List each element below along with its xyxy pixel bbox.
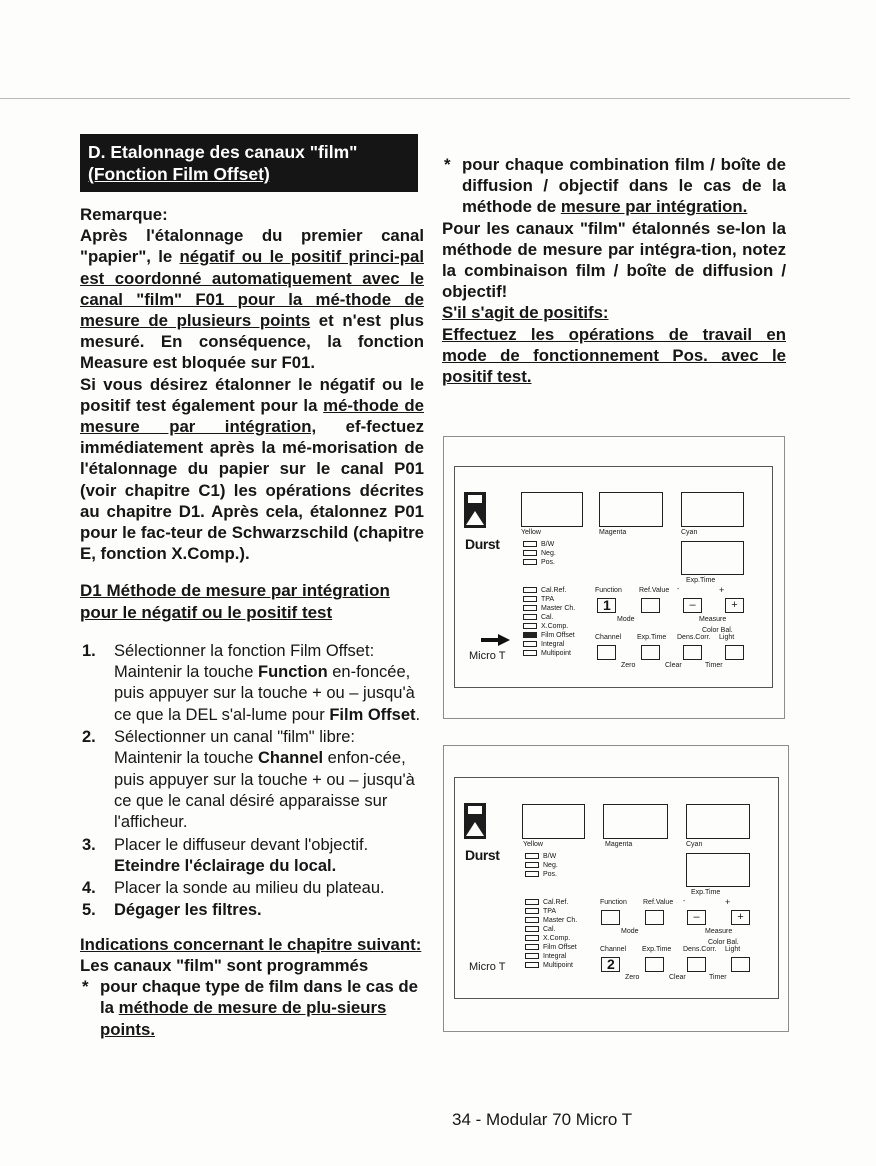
model-label: Micro T [469, 650, 506, 662]
magenta-display [603, 804, 668, 839]
channel-key-digit: 2 [607, 956, 615, 972]
denscorr-key[interactable] [683, 645, 702, 660]
step-4: 4. Placer la sonde au milieu du plateau. [82, 879, 385, 898]
indications-heading: Indications concernant le chapitre suivant: [80, 934, 422, 954]
exptime-key[interactable] [641, 645, 660, 660]
star-item-1: * pour chaque type de film dans le cas de la méthode de mesure de plu-sieurs points. [82, 977, 418, 1039]
led-bw [523, 541, 537, 547]
exptime-key[interactable] [645, 957, 664, 972]
step-1: 1. Sélectionner la fonction Film Offset: Maintenir la touche Function en-foncée, puis appuyer sur la touche + ou – jusqu'à ce que la DEL s'al-lume pour Film Offset. [82, 641, 421, 724]
led-calref [523, 587, 537, 593]
yellow-display [522, 804, 585, 839]
model-label: Micro T [469, 961, 506, 973]
yellow-label: Yellow [521, 529, 541, 536]
remarque-heading: Remarque: [80, 205, 168, 224]
step-5: 5. Dégager les filtres. [82, 901, 262, 920]
star-item-2: * pour chaque combination film / boîte de diffusion / objectif dans le cas de la méthode de mesure par intégration. [444, 155, 786, 217]
arrow-icon [481, 633, 511, 647]
top-rule [0, 98, 850, 99]
steps-list [80, 641, 424, 922]
led-xcomp [523, 623, 537, 629]
step-2: 2. Sélectionner un canal "film" libre: Maintenir la touche Channel enfon-cée, puis appuyer sur la touche + ou – jusqu'à ce que le canal désiré apparaisse sur l'afficheur. [82, 728, 415, 832]
plus-key[interactable]: + [731, 910, 750, 925]
page-footer: 34 - Modular 70 Micro T [452, 1110, 633, 1129]
led-tpa [523, 596, 537, 602]
refvalue-key[interactable] [645, 910, 664, 925]
step-3: 3. Placer le diffuseur devant l'objectif. Eteindre l'éclairage du local. [82, 835, 369, 875]
light-key[interactable] [731, 957, 750, 972]
function-key[interactable] [601, 910, 620, 925]
yellow-display [521, 492, 583, 527]
right-para-2: S'il s'agit de positifs: Effectuez les opérations de travail en mode de fonctionnement Pos. avec le positif test. [442, 303, 786, 387]
durst-logo-icon [464, 803, 486, 839]
durst-logo-icon [464, 492, 486, 528]
exptime-label: Exp.Time [686, 577, 716, 584]
d1-heading: D1 Méthode de mesure par intégration pour le négatif ou le positif test [80, 581, 390, 622]
cyan-label: Cyan [681, 529, 698, 536]
exptime-display [681, 541, 744, 575]
refvalue-key[interactable] [641, 598, 660, 613]
led-pos [523, 559, 537, 565]
cyan-display [681, 492, 744, 527]
indications-para: Les canaux "film" sont programmés [80, 955, 369, 975]
led-cal [523, 614, 537, 620]
plus-key[interactable]: + [725, 598, 744, 613]
minus-key[interactable]: – [687, 910, 706, 925]
indications [80, 934, 424, 1040]
led-masterch [523, 605, 537, 611]
minus-key[interactable]: – [683, 598, 702, 613]
exptime-display [686, 853, 750, 887]
control-panel-2: Durst Micro T Yellow Magenta Cyan Exp.Time B/W Neg. Pos. Cal.Ref. TPA Master Ch. Cal. X.Comp. Film Offset Integral Multipoint Function Ref.Value - + – + Mode Measure Color Bal. Channel Exp.Time Dens.Corr. Light 2 Zero Clear Timer [454, 777, 779, 999]
denscorr-key[interactable] [687, 957, 706, 972]
remarque-para-2: Si vous désirez étalonner le négatif ou le positif test également pour la mé-thode de mesure par intégration, ef-fectuez immédiatement après la mé-morisation de l'étalonnage du papier sur le canal P01 (voir chapitre C1) les opérations décrites au chapitre D1. Après cela, étalonnez P01 pour le fac-teur de Schwarzschild (chapitre E, fonction X.Comp.). [80, 374, 424, 564]
remarque-para-1: Après l'étalonnage du premier canal "papier", le négatif ou le positif princi-pal est coordonné automatiquement avec le canal "film" F01 pour la mé-thode de mesure de plusieurs points et n'est plus mesuré. En conséquence, la fonction Measure est bloquée sur F01. [80, 226, 424, 373]
channel-key[interactable] [597, 645, 616, 660]
section-title: D. Etalonnage des canaux "film" (Fonction Film Offset) [80, 134, 418, 192]
brand: Durst [465, 536, 500, 552]
led-integral [523, 641, 537, 647]
led-neg [523, 550, 537, 556]
right-column [442, 154, 786, 387]
function-key-digit: 1 [603, 597, 611, 613]
magenta-display [599, 492, 663, 527]
right-para-1: Pour les canaux "film" étalonnés se-lon la méthode de mesure par intégra-tion, notez la combinaison film / boîte de diffusion / objectif! [442, 218, 786, 302]
control-panel-1: Durst Micro T Yellow Magenta Cyan Exp.Time B/W Neg. Pos. Cal.Ref. TPA Master Ch. Cal. X.Comp. Film Offset Integral Multipoint Function Ref.Value - + 1 – + Mode Measure Color Bal. Channel Exp.Time Dens.Corr. Light Zero Clear Timer [454, 466, 773, 688]
led-multipoint [523, 650, 537, 656]
led-filmoffset [523, 632, 537, 638]
left-column [80, 134, 424, 1040]
magenta-label: Magenta [599, 529, 627, 536]
light-key[interactable] [725, 645, 744, 660]
cyan-display [686, 804, 750, 839]
brand: Durst [465, 847, 500, 863]
remarque [80, 204, 424, 564]
